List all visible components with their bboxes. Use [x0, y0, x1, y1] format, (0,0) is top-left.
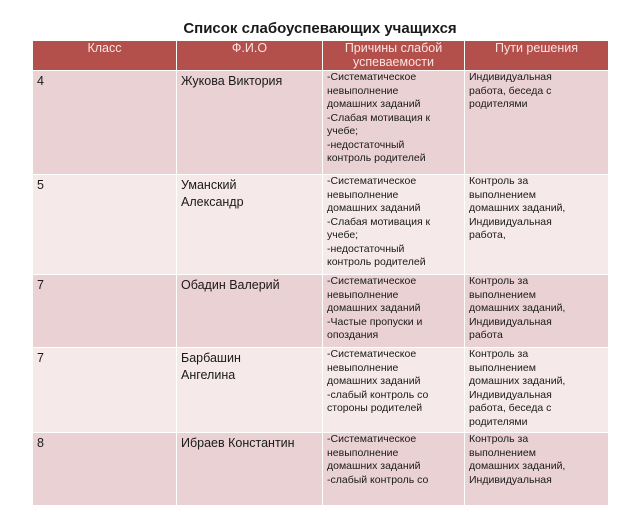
cell-solutions-line: Контроль за	[469, 175, 529, 187]
cell-solutions-line: Индивидуальная	[469, 215, 552, 228]
header-reasons-line: успеваемости	[353, 55, 434, 69]
cell-solutions-line: родителями	[469, 415, 528, 428]
cell-fio	[177, 433, 323, 506]
cell-fio	[177, 71, 323, 175]
cell-reasons-line: учебе;	[327, 229, 359, 241]
cell-reasons	[323, 275, 465, 348]
cell-reasons-line: домашних заданий	[327, 460, 421, 472]
header-klass: Класс	[33, 41, 177, 71]
cell-reasons-line: -Систематическое	[327, 275, 417, 287]
cell-reasons-line: невыполнение	[327, 288, 399, 301]
header-reasons-line: Причины слабой	[344, 41, 443, 55]
cell-fio-line: Жукова Виктория	[181, 74, 283, 88]
header-fio: Ф.И.О	[177, 41, 323, 71]
cell-reasons-line: учебе;	[327, 125, 359, 137]
cell-reasons	[323, 71, 465, 175]
cell-fio-line: Барбашин	[181, 351, 241, 365]
cell-solutions-line: домашних заданий,	[469, 460, 566, 472]
cell-solutions-line: домашних заданий,	[469, 375, 566, 387]
cell-reasons-line: -Систематическое	[327, 71, 417, 83]
cell-solutions-line: выполнением	[469, 361, 536, 374]
table-row	[33, 348, 609, 433]
cell-solutions-line: выполнением	[469, 288, 536, 301]
header-solutions: Пути решения	[465, 41, 609, 71]
table-row	[33, 433, 609, 506]
cell-klass: 8	[33, 433, 177, 506]
cell-solutions-line: работа, беседа с	[469, 402, 552, 414]
cell-reasons-line: контроль родителей	[327, 152, 426, 164]
cell-reasons-line: домашних заданий	[327, 202, 421, 214]
table-row	[33, 275, 609, 348]
cell-reasons-line: -слабый контроль со	[327, 388, 429, 401]
cell-klass: 7	[33, 348, 177, 433]
cell-solutions-line: родителями	[469, 98, 528, 110]
cell-klass: 4	[33, 71, 177, 175]
cell-reasons-line: опоздания	[327, 329, 379, 341]
cell-reasons-line: невыполнение	[327, 84, 399, 97]
page-title: Список слабоуспевающих учащихся	[183, 20, 457, 37]
table-row	[33, 71, 609, 175]
cell-solutions-line: Контроль за	[469, 348, 529, 360]
cell-solutions-line: работа,	[469, 229, 506, 241]
cell-solutions-line: Индивидуальная	[469, 71, 552, 83]
cell-klass: 5	[33, 175, 177, 275]
cell-fio-line: Ибраев Константин	[181, 436, 295, 450]
cell-reasons-line: домашних заданий	[327, 302, 421, 314]
cell-reasons-line: -Систематическое	[327, 348, 417, 360]
cell-fio-line: Александр	[181, 195, 244, 209]
table-row	[33, 175, 609, 275]
cell-solutions-line: Индивидуальная	[469, 473, 552, 486]
cell-fio	[177, 275, 323, 348]
cell-solutions-line: работа, беседа с	[469, 84, 552, 97]
cell-reasons-line: -Частые пропуски и	[327, 315, 423, 328]
cell-fio-line: Уманский	[181, 178, 237, 192]
cell-solutions	[465, 433, 609, 506]
cell-solutions-line: домашних заданий,	[469, 302, 566, 314]
cell-reasons-line: -недостаточный	[327, 242, 405, 255]
cell-solutions	[465, 175, 609, 275]
cell-fio	[177, 348, 323, 433]
cell-solutions	[465, 275, 609, 348]
cell-solutions-line: Индивидуальная	[469, 315, 552, 328]
cell-reasons-line: стороны родителей	[327, 402, 423, 414]
cell-reasons	[323, 348, 465, 433]
cell-reasons	[323, 175, 465, 275]
cell-reasons-line: домашних заданий	[327, 375, 421, 387]
table-header-row	[33, 41, 609, 71]
cell-solutions-line: выполнением	[469, 188, 536, 201]
cell-reasons-line: -Систематическое	[327, 175, 417, 187]
cell-solutions-line: Индивидуальная	[469, 388, 552, 401]
cell-fio-line: Ангелина	[181, 368, 236, 382]
cell-fio-line: Обадин Валерий	[181, 278, 280, 292]
cell-klass: 7	[33, 275, 177, 348]
cell-solutions-line: выполнением	[469, 446, 536, 459]
cell-solutions-line: Контроль за	[469, 275, 529, 287]
cell-reasons-line: -Слабая мотивация к	[327, 111, 431, 124]
students-table	[32, 40, 609, 506]
cell-reasons-line: -слабый контроль со	[327, 473, 429, 486]
cell-solutions-line: Контроль за	[469, 433, 529, 445]
cell-reasons	[323, 433, 465, 506]
cell-solutions-line: домашних заданий,	[469, 202, 566, 214]
cell-reasons-line: невыполнение	[327, 446, 399, 459]
cell-reasons-line: -Систематическое	[327, 433, 417, 445]
cell-reasons-line: -Слабая мотивация к	[327, 215, 431, 228]
cell-solutions	[465, 71, 609, 175]
header-reasons	[323, 41, 465, 71]
cell-reasons-line: домашних заданий	[327, 98, 421, 110]
cell-solutions-line: работа	[469, 329, 503, 341]
cell-reasons-line: невыполнение	[327, 188, 399, 201]
cell-reasons-line: невыполнение	[327, 361, 399, 374]
cell-fio	[177, 175, 323, 275]
cell-solutions	[465, 348, 609, 433]
cell-reasons-line: контроль родителей	[327, 256, 426, 268]
cell-reasons-line: -недостаточный	[327, 138, 405, 151]
